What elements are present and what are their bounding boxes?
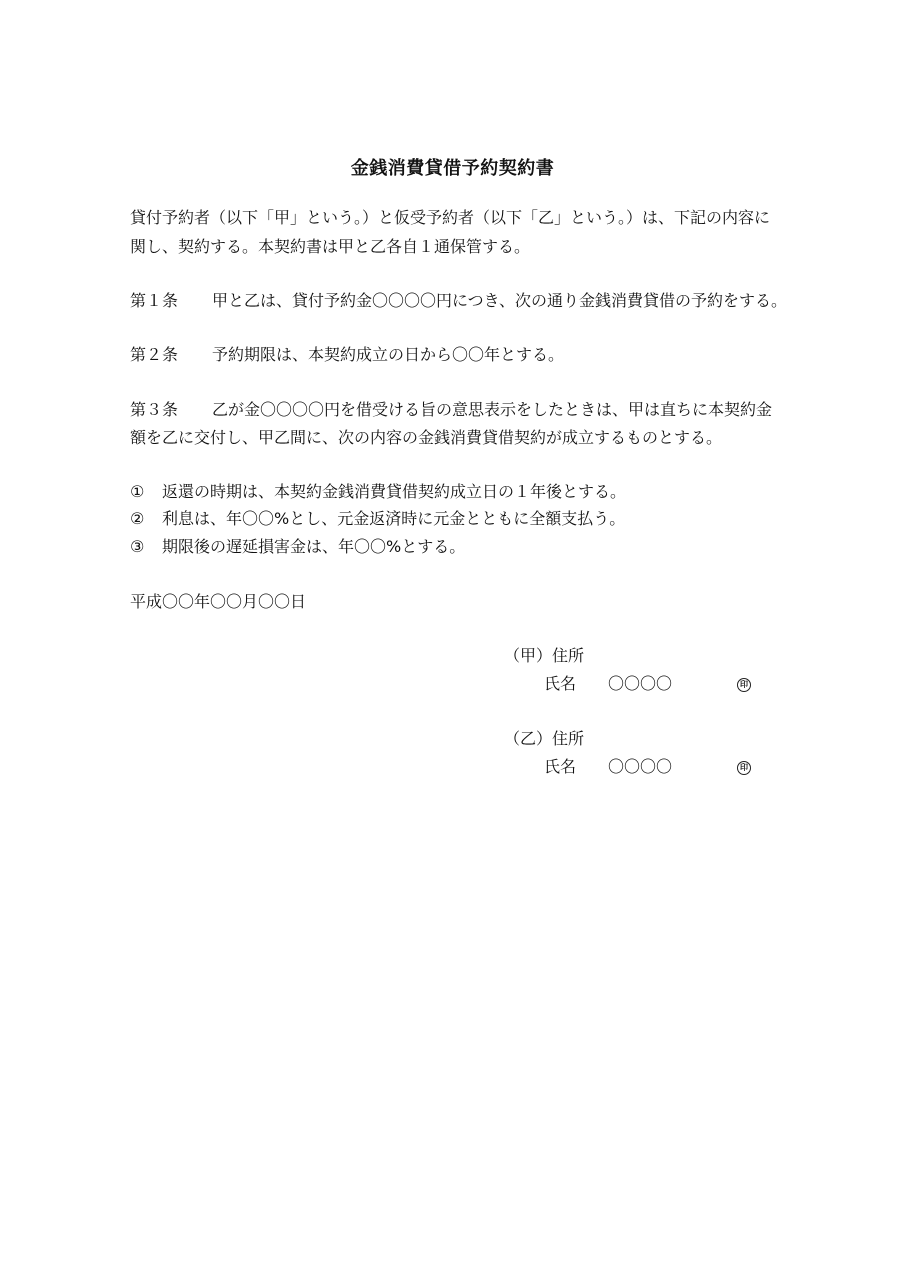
item-number: ② xyxy=(130,509,145,528)
list-item xyxy=(130,508,625,530)
article-text: 甲と乙は、貸付予約金〇〇〇〇円につき、次の通り金銭消費貸借の予約をする。 xyxy=(212,291,788,310)
article-2 xyxy=(130,344,564,366)
article-label: 第１条 xyxy=(130,291,179,310)
article-text: 乙が金〇〇〇〇円を借受ける旨の意思表示をしたときは、甲は直ちに本契約金 xyxy=(212,400,773,419)
address-label: 住所 xyxy=(552,646,585,665)
article-label: 第３条 xyxy=(130,400,179,419)
item-number: ① xyxy=(130,482,145,501)
party-a-name-label: 氏名 xyxy=(544,674,577,693)
article-1 xyxy=(130,290,787,312)
party-a-label xyxy=(504,645,584,667)
article-3 xyxy=(130,399,772,421)
item-text: 利息は、年〇〇%とし、元金返済時に元金とともに全額支払う。 xyxy=(162,509,626,528)
party-b-name-label: 氏名 xyxy=(544,757,577,776)
seal-icon: 印 xyxy=(737,678,751,692)
article-3-continuation: 額を乙に交付し、甲乙間に、次の内容の金銭消費貸借契約が成立するものとする。 xyxy=(130,428,723,447)
article-text: 予約期限は、本契約成立の日から〇〇年とする。 xyxy=(212,345,565,364)
article-label: 第２条 xyxy=(130,345,179,364)
party-b-name-value: 〇〇〇〇 xyxy=(608,757,673,776)
list-item xyxy=(130,481,626,503)
party-a-name-value: 〇〇〇〇 xyxy=(608,674,673,693)
party-name: （乙） xyxy=(504,729,553,748)
document-title: 金銭消費貸借予約契約書 xyxy=(350,158,555,179)
item-text: 返還の時期は、本契約金銭消費貸借契約成立日の１年後とする。 xyxy=(162,482,627,501)
party-name: （甲） xyxy=(504,646,553,665)
address-label: 住所 xyxy=(552,729,585,748)
party-b-label xyxy=(504,728,584,750)
preamble-line-1: 貸付予約者（以下「甲」という。）と仮受予約者（以下「乙」という。）は、下記の内容に xyxy=(130,208,771,227)
preamble-line-2: 関し、契約する。本契約書は甲と乙各自１通保管する。 xyxy=(130,237,531,256)
seal-icon: 印 xyxy=(737,761,751,775)
item-number: ③ xyxy=(130,537,145,556)
list-item xyxy=(130,536,465,558)
contract-date: 平成〇〇年〇〇月〇〇日 xyxy=(130,592,307,611)
item-text: 期限後の遅延損害金は、年〇〇%とする。 xyxy=(162,537,466,556)
